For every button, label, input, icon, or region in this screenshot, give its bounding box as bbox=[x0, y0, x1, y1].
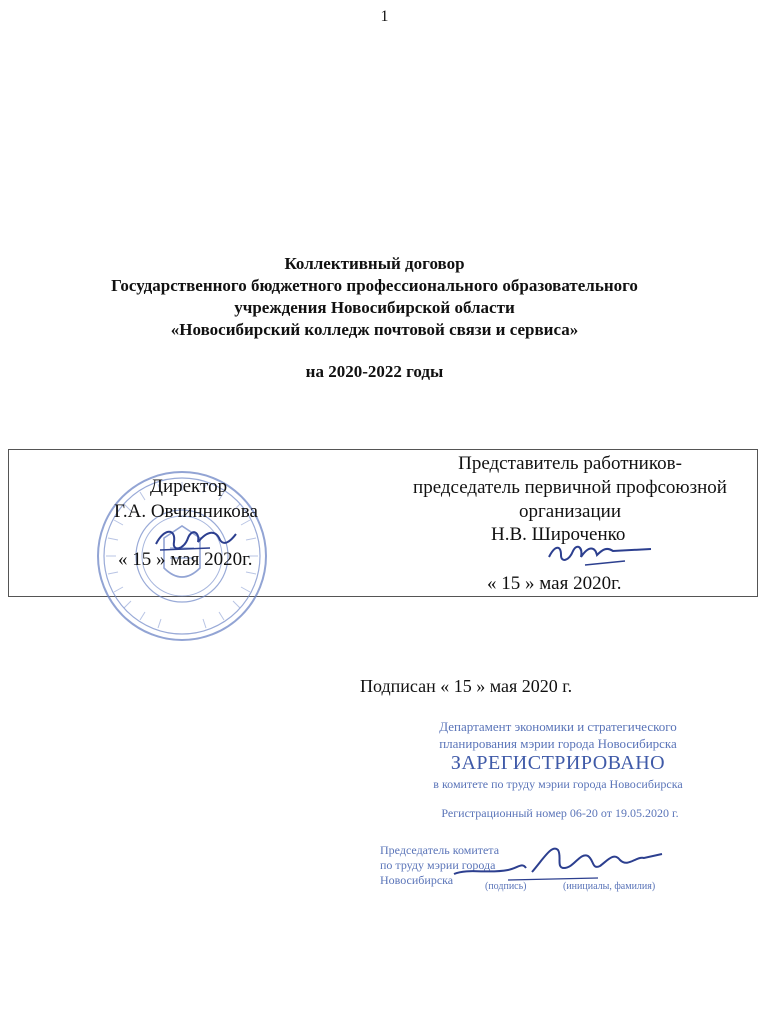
chair-line-3: Новосибирска bbox=[380, 873, 454, 887]
director-title: Директор bbox=[150, 476, 228, 497]
registration-number: Регистрационный номер 06-20 от 19.05.2020 г. bbox=[441, 806, 679, 820]
committee-text: в комитете по труду мэрии города Новосибирска bbox=[433, 777, 683, 791]
document-title bbox=[20, 253, 729, 341]
contract-period: на 2020-2022 годы bbox=[305, 362, 444, 381]
title-line-4: «Новосибирский колледж почтовой связи и сервиса» bbox=[170, 320, 579, 339]
department-line-1: Департамент экономики и стратегического bbox=[439, 719, 677, 734]
director-date: « 15 » мая 2020г. bbox=[118, 549, 253, 570]
registered-stamp-text: ЗАРЕГИСТРИРОВАНО bbox=[450, 752, 666, 774]
signed-date: Подписан « 15 » мая 2020 г. bbox=[360, 676, 573, 696]
representative-line-3: организации bbox=[518, 501, 621, 522]
representative-title bbox=[395, 452, 745, 524]
chair-line-2: по труду мэрии города bbox=[380, 858, 496, 872]
committee-chair-signature bbox=[448, 838, 668, 886]
title-line-3: учреждения Новосибирской области bbox=[234, 298, 515, 317]
chair-line-1: Председатель комитета bbox=[380, 843, 500, 857]
department-name bbox=[422, 718, 694, 752]
caption-initials: (инициалы, фамилия) bbox=[563, 881, 656, 892]
caption-signature: (подпись) bbox=[485, 881, 527, 892]
representative-signature bbox=[545, 535, 655, 571]
representative-line-1: Представитель работников- bbox=[458, 453, 682, 474]
representative-date: « 15 » мая 2020г. bbox=[487, 573, 622, 594]
representative-line-2: председатель первичной профсоюзной bbox=[413, 477, 727, 498]
page-number: 1 bbox=[380, 8, 389, 25]
department-line-2: планирования мэрии города Новосибирска bbox=[439, 736, 677, 751]
title-line-2: Государственного бюджетного профессионального образовательного bbox=[111, 276, 638, 295]
title-line-1: Коллективный договор bbox=[284, 254, 465, 273]
director-name: Г.А. Овчинникова bbox=[114, 501, 258, 522]
representative-name: Н.В. Широченко bbox=[491, 524, 626, 545]
